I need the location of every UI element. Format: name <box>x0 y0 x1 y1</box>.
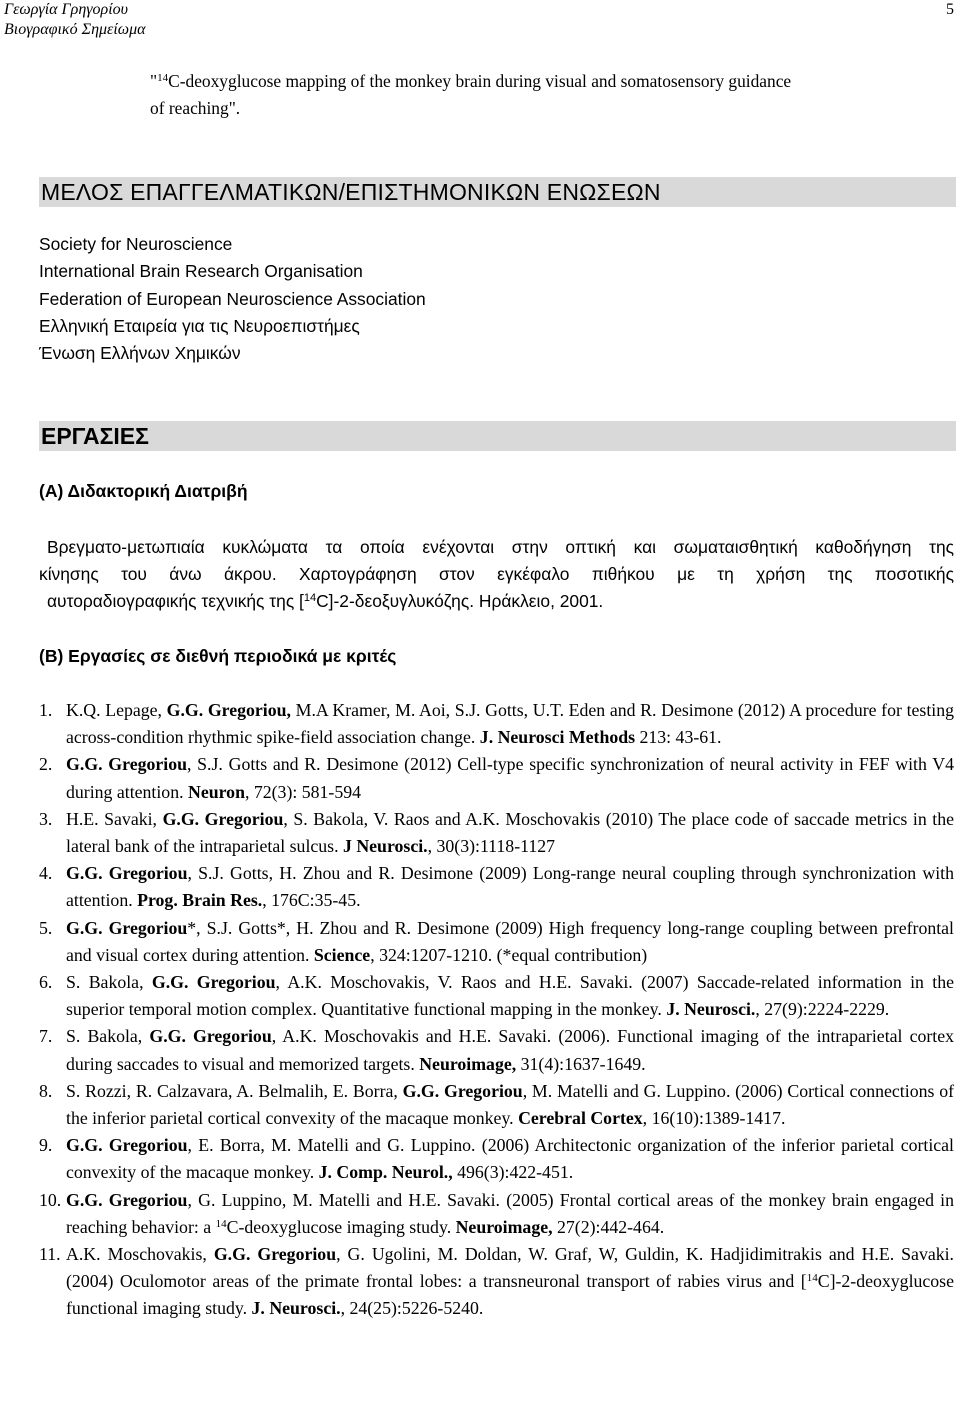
reference-text: K.Q. Lepage, G.G. Gregoriou, M.A Kramer, M. Aoi, S.J. Gotts, U.T. Eden and R. Desimone (2012) A procedure for testing across-condition rhythmic spike-field association change. J. Neurosci Methods 213: 43-61. <box>66 700 954 748</box>
reference-item <box>39 1187 954 1241</box>
reference-text: G.G. Gregoriou, S.J. Gotts and R. Desimone (2012) Cell-type specific synchronization of neural activity in FEF with V4 during attention. Neuron, 72(3): 581-594 <box>66 754 955 802</box>
header-subtitle: Βιογραφικό Σημείωμα <box>4 21 146 38</box>
reference-item <box>39 1132 954 1186</box>
reference-number: 10. <box>39 1189 62 1210</box>
subheading-thesis: (Α) Διδακτορική Διατριβή <box>39 481 248 501</box>
reference-text: G.G. Gregoriou, E. Borra, M. Matelli and G. Luppino. (2006) Architectonic organization of the inferior parietal cortical convexity of the macaque monkey. J. Comp. Neurol., 496(3):422-451. <box>66 1135 954 1183</box>
running-header <box>4 0 146 40</box>
intro-text <box>150 68 954 122</box>
reference-text: G.G. Gregoriou*, S.J. Gotts*, H. Zhou and R. Desimone (2009) High frequency long-range coupling between prefrontal and visual cortex during attention. Science, 324:1207-1210. (*equal contribution) <box>66 917 954 965</box>
reference-item <box>39 806 954 860</box>
reference-number: 5. <box>39 917 53 938</box>
thesis-line-3: αυτοραδιογραφικής τεχνικής της [$^{14}$C]-2-δεοξυγλυκόζης. Ηράκλειο, 2001. <box>47 591 604 612</box>
reference-number: 1. <box>39 700 53 720</box>
header-name: Γεωργία Γρηγορίου <box>4 1 129 18</box>
intro-line-2: of reaching". <box>150 98 241 119</box>
reference-item <box>39 1023 954 1077</box>
reference-item <box>39 697 954 751</box>
section-heading-memberships: ΜΕΛΟΣ ΕΠΑΓΓΕΛΜΑΤΙΚΩΝ/ΕΠΙΣΤΗΜΟΝΙΚΩΝ ΕΝΩΣΕΩΝ <box>39 177 956 207</box>
intro-line-1: "$^{14}$C-deoxyglucose mapping of the monkey brain during visual and somatosensory guidance <box>150 71 792 91</box>
reference-number: 7. <box>39 1026 53 1047</box>
page-number: 5 <box>946 1 954 18</box>
reference-item <box>39 751 954 805</box>
reference-number: 2. <box>39 754 53 775</box>
reference-text: S. Rozzi, R. Calzavara, A. Belmalih, E. Borra, G.G. Gregoriou, M. Matelli and G. Luppino. (2006) Cortical connections of the inferior parietal cortical convexity of the macaque monkey. Cerebral Cortex, 16(10):1389-1417. <box>66 1080 954 1129</box>
reference-item <box>39 860 954 914</box>
membership-list <box>39 231 954 367</box>
reference-text: S. Bakola, G.G. Gregoriou, A.K. Moschovakis and H.E. Savaki. (2006). Functional imaging of the intraparietal cortex during saccades to visual and memorized targets. Neuroimage, 31(4):1637-1649. <box>66 1026 954 1074</box>
reference-item <box>39 1078 954 1132</box>
list-item: Ένωση Ελλήνων Χημικών <box>39 343 241 364</box>
reference-text: G.G. Gregoriou, S.J. Gotts, H. Zhou and R. Desimone (2009) Long-range neural coupling through synchronization with attention. Prog. Brain Res., 176C:35-45. <box>66 863 954 911</box>
reference-text: S. Bakola, G.G. Gregoriou, A.K. Moschovakis, V. Raos and H.E. Savaki. (2007) Saccade-related information in the superior temporal motion complex. Quantitative functional mapping in the monkey. J. Neurosci., 27(9):2224-2229. <box>66 972 954 1020</box>
thesis-text <box>39 534 954 616</box>
thesis-line-1: Βρεγματο-μετωπιαία κυκλώματα τα οποία ενέχονται στην οπτική και σωματαισθητική καθοδήγηση της <box>47 537 954 557</box>
reference-number: 8. <box>39 1080 53 1101</box>
reference-list <box>39 697 954 1323</box>
reference-item <box>39 969 954 1023</box>
reference-number: 3. <box>39 808 53 829</box>
reference-text: H.E. Savaki, G.G. Gregoriou, S. Bakola, V. Raos and A.K. Moschovakis (2010) The place code of saccade metrics in the lateral bank of the intraparietal sulcus. J Neurosci., 30(3):1118-1127 <box>66 808 955 857</box>
thesis-line-2: κίνησης του άνω άκρου. Χαρτογράφηση στον εγκέφαλο πιθήκου με τη χρήση της ποσοτικής <box>39 564 954 585</box>
reference-number: 6. <box>39 972 53 993</box>
reference-number: 4. <box>39 863 53 884</box>
list-item: Society for Neuroscience <box>39 234 233 254</box>
reference-text: G.G. Gregoriou, G. Luppino, M. Matelli and H.E. Savaki. (2005) Frontal cortical areas of the monkey brain engaged in reaching behavior: a $^{14}$C-deoxyglucose imaging study. Neuroimage, 27(2):442-464. <box>66 1189 955 1237</box>
subheading-papers: (Β) Εργασίες σε διεθνή περιοδικά με κριτές <box>39 646 397 666</box>
list-item: Federation of European Neuroscience Association <box>39 288 426 309</box>
reference-item <box>39 1241 954 1323</box>
reference-number: 9. <box>39 1135 53 1156</box>
section-heading-works: ΕΡΓΑΣΙΕΣ <box>39 421 956 451</box>
reference-number: 11. <box>39 1244 61 1265</box>
list-item: International Brain Research Organisation <box>39 261 363 282</box>
reference-text: A.K. Moschovakis, G.G. Gregoriou, G. Ugolini, M. Doldan, W. Graf, W, Guldin, K. Hadjidimitrakis and H.E. Savaki. (2004) Oculomotor areas of the primate frontal lobes: a transneuronal transport of rabies virus and [$^{14}$C]-2-deoxyglucose functional imaging study. J. Neurosci., 24(25):5226-5240. <box>66 1244 954 1319</box>
list-item: Ελληνική Εταιρεία για τις Νευροεπιστήμες <box>39 315 360 336</box>
reference-item <box>39 915 954 969</box>
